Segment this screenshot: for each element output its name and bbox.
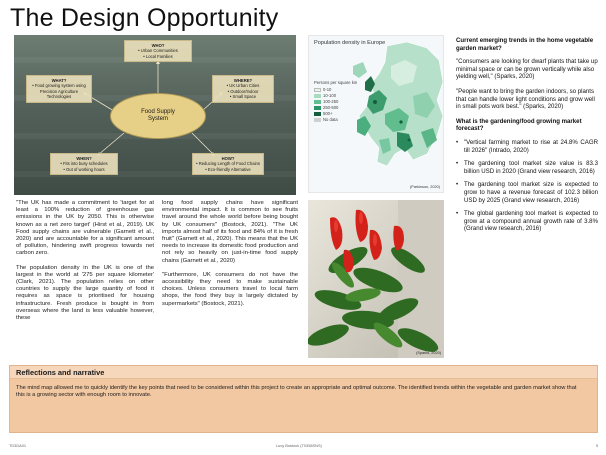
legend-swatch xyxy=(314,100,321,104)
photo-caption: (Sparks, 2020) xyxy=(416,351,441,355)
paragraph: The population density in the UK is one of the largest in the world at '275 per square kilometer' (Clark, 2021). The population relies on other countries to supply the large quantity of food it requires as space is prioritised for housing infrastructure. Fresh produce is bought in from overseas where the land is less valuable however, these xyxy=(16,264,154,322)
map-legend: Persons per square km 0-10 10-100 100-250 250-500 500+ No data xyxy=(314,80,358,122)
footer-author: Lucy Bostock (T0358SNS) xyxy=(276,443,322,448)
mind-map xyxy=(14,35,296,195)
footer-module-code: TD3DA01 xyxy=(9,443,27,448)
question-trends: Current emerging trends in the home vegetable garden market? xyxy=(456,37,594,52)
body-text-column-2 xyxy=(162,200,298,315)
mind-map-how: HOW? • Reducing Length of Food Chains • Eco-friendly Alternative xyxy=(192,153,264,175)
quote: "People want to bring the garden indoors, so plants that can handle lower light conditions and grow well in small pots work best." (Sparks, 2020) xyxy=(456,87,595,111)
paragraph: "Furthermore, UK consumers do not have the accessibility they need to make sustainable choices. Unless consumers travel to local farm shops, the food they buy is largely dictated by supermarkets" (Bostock, 2021). xyxy=(162,271,298,307)
legend-swatch xyxy=(314,94,321,98)
forecast-item: • The gardening tool market size is expected to grow to have a revenue forecast of 102.3 billion USD by 2025 (Grand view research, 2016) xyxy=(456,181,598,204)
legend-swatch xyxy=(314,118,321,122)
reflections-text: The mind map allowed me to quickly identify the key points that need to be considered within this project to create an appropriate and optimal outcome. The identified trends within the vegetable and garden market show that this is a growing sector with enough room to innovate. xyxy=(16,385,577,399)
forecast-item: • "Vertical farming market to rise at 24.8% CAGR till 2026" (Intrado, 2020) xyxy=(456,139,598,154)
plant-illustration xyxy=(308,200,444,358)
forecast-list xyxy=(456,139,598,233)
page-footer xyxy=(0,441,606,451)
legend-swatch xyxy=(314,106,321,110)
body-text-column-1 xyxy=(16,200,154,329)
mind-map-what: WHAT? • Food growing system using Precision Agriculture Technologies xyxy=(26,75,92,103)
reflections-heading: Reflections and narrative xyxy=(10,366,597,379)
population-density-map xyxy=(308,35,444,193)
legend-swatch xyxy=(314,112,321,116)
quote: "Consumers are looking for dwarf plants that take up minimal space or can be grown vertically while also yielding well," (Sparks, 2020) xyxy=(456,58,598,81)
page-title: The Design Opportunity xyxy=(10,4,279,32)
mind-map-where: WHERE? • UK Urban Cities • Outdoor/Indoor • Small Space xyxy=(212,75,274,103)
paragraph: long food supply chains have significant environmental impact. It is common to see fruits travel around the whole world before being bought by UK consumers" (Bostock, 2021). "The UK imports almost half of its food and 84% of it is fresh fruit" (Garnett et al., 2020). This means that the UK needs to increase its domestic food production and not rely so heavily on just-in-time food supply chains (Garnett et al., 2020) xyxy=(162,200,298,264)
paragraph: "The UK has made a commitment to 'target for at least a 100% reduction of greenhouse gas emissions in the UK by 2050. This is otherwise known as a net zero target' (Hirst et al., 2019). UK Food supply chains are vulnerable (Garnett et al., 2020) and are accountable for a significant amount of pollution, hindering swift progress towards net carbon zero. xyxy=(16,200,154,257)
mind-map-when: WHEN? • Fits into busy schedules • Out of working hours xyxy=(50,153,118,175)
legend-swatch xyxy=(314,88,321,92)
market-trends-column xyxy=(456,37,598,239)
chilli-plant-photo xyxy=(308,200,444,358)
mind-map-who: WHO? • Urban Communities • Local Families xyxy=(124,40,192,62)
footer-page-number: 5 xyxy=(595,443,598,448)
mind-map-center: Food Supply System xyxy=(110,93,206,139)
forecast-item: • The gardening tool market size value is 83.3 billion USD in 2020 (Grand view research, 2016) xyxy=(456,160,598,175)
question-forecast: What is the gardening/food growing market forecast? xyxy=(456,117,582,133)
map-caption: (Parkinson, 2020) xyxy=(410,185,440,189)
reflections-panel xyxy=(9,365,598,433)
map-title: Population density in Europe xyxy=(314,40,386,46)
forecast-item: • The global gardening tool market is expected to grow at a compound annual growth rate of 3.8% (Grand view research, 2016) xyxy=(456,210,598,233)
